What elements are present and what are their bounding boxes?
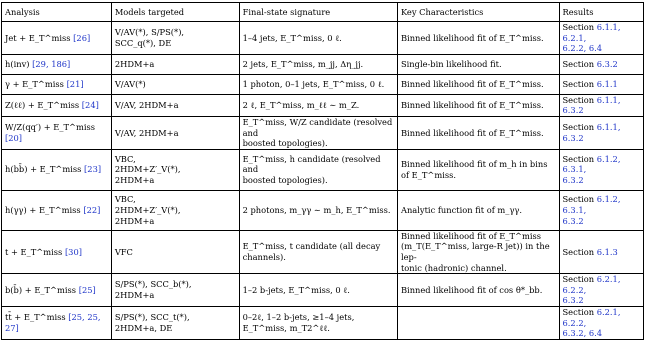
- characteristics-line: Binned likelihood fit of E_T^miss.: [400, 32, 544, 43]
- model-line: 2HDM+a: [114, 58, 155, 69]
- model-line: VFC: [114, 246, 133, 257]
- section-link[interactable]: 6.1.1,: [596, 22, 621, 32]
- section-link[interactable]: 6.3.2: [562, 215, 584, 226]
- models-cell: [111, 306, 239, 339]
- signature-cell: [239, 54, 397, 74]
- header-analysis: Analysis: [2, 3, 112, 22]
- section-link[interactable]: 6.2.1,: [596, 306, 621, 317]
- characteristics-cell: [397, 190, 559, 230]
- signature-line: boosted topologies).: [242, 175, 328, 186]
- characteristics-cell: [397, 149, 559, 190]
- results-prefix: Section: [562, 153, 595, 164]
- signature-cell: [239, 230, 397, 273]
- section-link[interactable]: 6.2.2,: [562, 284, 587, 295]
- analysis-cell: [2, 74, 112, 94]
- analysis-name: γ + E_T^miss: [5, 78, 64, 89]
- results-cell: [559, 230, 644, 273]
- reference-link[interactable]: [20]: [5, 132, 23, 143]
- table-row: [2, 94, 644, 116]
- characteristics-line: Analytic function fit of m_γγ.: [400, 204, 522, 215]
- model-line: V/AV, 2HDM+a: [114, 127, 179, 138]
- reference-link[interactable]: [22]: [83, 204, 101, 215]
- header-characteristics: Key Characteristics: [397, 3, 559, 22]
- analysis-name: Jet + E_T^miss: [5, 32, 71, 43]
- characteristics-line: Binned likelihood fit of E_T^miss.: [400, 100, 544, 111]
- model-line: VBC,: [114, 153, 136, 164]
- characteristics-line: of E_T^miss.: [400, 169, 457, 180]
- model-line: VBC,: [114, 194, 136, 205]
- models-cell: [111, 94, 239, 116]
- models-cell: [111, 116, 239, 149]
- section-link[interactable]: 6.2.1,: [562, 32, 587, 43]
- characteristics-cell: [397, 94, 559, 116]
- header-signature: Final-state signature: [239, 3, 397, 22]
- section-link[interactable]: 6.3.1,: [562, 164, 587, 175]
- model-line: V/AV(*), S/PS(*),: [114, 27, 185, 38]
- section-link[interactable]: 6.3.2: [562, 295, 584, 306]
- analysis-name: b(b̄) + E_T^miss: [5, 284, 77, 295]
- model-line: S/PS(*), SCC_b(*),: [114, 279, 192, 290]
- results-cell: [559, 74, 644, 94]
- results-prefix: Section: [562, 78, 595, 89]
- model-line: V/AV(*): [114, 78, 146, 89]
- table-row: [2, 149, 644, 190]
- signature-line: E_T^miss, W/Z candidate (resolved and: [242, 116, 393, 138]
- results-cell: [559, 190, 644, 230]
- signature-cell: [239, 22, 397, 55]
- model-line: 2HDM+Z′_V(*),: [114, 204, 181, 215]
- models-cell: [111, 190, 239, 230]
- analysis-cell: [2, 274, 112, 307]
- results-prefix: Section: [562, 246, 595, 257]
- results-cell: [559, 149, 644, 190]
- reference-link[interactable]: [21]: [66, 78, 84, 89]
- results-prefix: Section: [562, 194, 595, 205]
- analysis-cell: [2, 116, 112, 149]
- signature-cell: [239, 274, 397, 307]
- characteristics-cell: [397, 230, 559, 273]
- summary-table: [1, 2, 644, 340]
- model-line: 2HDM+Z′_V(*),: [114, 164, 181, 175]
- models-cell: [111, 74, 239, 94]
- reference-link[interactable]: [24]: [81, 100, 99, 111]
- characteristics-line: Binned likelihood fit of m_h in bins: [400, 159, 548, 170]
- reference-link[interactable]: [29, 186]: [32, 58, 71, 69]
- signature-cell: [239, 190, 397, 230]
- signature-line: E_T^miss, t candidate (all decay channels).: [242, 241, 381, 262]
- characteristics-cell: [397, 74, 559, 94]
- characteristics-line: Binned likelihood fit of E_T^miss.: [400, 78, 544, 89]
- table-row: [2, 190, 644, 230]
- models-cell: [111, 230, 239, 273]
- characteristics-line: Binned likelihood fit of cos θ*_bb.: [400, 284, 543, 295]
- analysis-name: h(γγ) + E_T^miss: [5, 204, 81, 215]
- signature-line: 2 ℓ, E_T^miss, m_ℓℓ ∼ m_Z.: [242, 100, 360, 111]
- table-row: [2, 54, 644, 74]
- section-link[interactable]: 6.2.1,: [596, 274, 621, 285]
- section-link[interactable]: 6.1.1, 6.3.2: [562, 122, 621, 143]
- characteristics-line: Binned likelihood fit of E_T^miss.: [400, 127, 544, 138]
- results-cell: [559, 22, 644, 55]
- results-prefix: Section: [562, 22, 595, 32]
- analysis-cell: [2, 190, 112, 230]
- analysis-cell: [2, 22, 112, 55]
- models-cell: [111, 54, 239, 74]
- table-body: [2, 22, 644, 340]
- section-link[interactable]: 6.3.1,: [562, 204, 587, 215]
- signature-line: 2 photons, m_γγ ∼ m_h, E_T^miss.: [242, 204, 391, 215]
- results-prefix: Section: [562, 122, 595, 133]
- section-link[interactable]: 6.3.2: [596, 58, 618, 69]
- analysis-name: W/Z(qq′) + E_T^miss: [5, 122, 96, 133]
- section-link[interactable]: 6.1.1: [596, 78, 618, 89]
- signature-line: 1–2 b-jets, E_T^miss, 0 ℓ.: [242, 284, 350, 295]
- analysis-cell: [2, 94, 112, 116]
- model-line: 2HDM+a: [114, 175, 155, 186]
- characteristics-line: tonic (hadronic) channel.: [400, 262, 507, 273]
- table-row: [2, 274, 644, 307]
- models-cell: [111, 274, 239, 307]
- signature-cell: [239, 116, 397, 149]
- table-row: [2, 74, 644, 94]
- analysis-cell: [2, 306, 112, 339]
- analysis-name: tt̄ + E_T^miss: [5, 312, 66, 323]
- section-link[interactable]: 6.1.2,: [596, 194, 621, 205]
- model-line: 2HDM+a: [114, 290, 155, 301]
- header-results: Results: [559, 3, 644, 22]
- section-link[interactable]: 6.1.3: [596, 246, 618, 257]
- table-row: [2, 22, 644, 55]
- results-cell: [559, 54, 644, 74]
- characteristics-cell: [397, 274, 559, 307]
- reference-link[interactable]: [26]: [73, 32, 91, 43]
- signature-line: 0–2ℓ, 1–2 b-jets, ≥1–4 jets, E_T^miss, m_T2^ℓℓ.: [242, 312, 355, 333]
- results-prefix: Section: [562, 306, 595, 317]
- section-link[interactable]: 6.2.2, 6.4: [562, 43, 603, 54]
- results-cell: [559, 274, 644, 307]
- model-line: 2HDM+a: [114, 215, 155, 226]
- characteristics-cell: [397, 116, 559, 149]
- model-line: SCC_q(*), DE: [114, 37, 172, 48]
- signature-line: 1 photon, 0–1 jets, E_T^miss, 0 ℓ.: [242, 78, 385, 89]
- results-cell: [559, 116, 644, 149]
- models-cell: [111, 149, 239, 190]
- analysis-name: h(inv): [5, 58, 30, 69]
- characteristics-line: Binned likelihood fit of E_T^miss: [400, 230, 542, 241]
- signature-line: E_T^miss, h candidate (resolved and: [242, 153, 381, 175]
- analysis-cell: [2, 54, 112, 74]
- reference-link[interactable]: [30]: [64, 246, 82, 257]
- signature-cell: [239, 306, 397, 339]
- characteristics-cell: [397, 22, 559, 55]
- analysis-cell: [2, 149, 112, 190]
- reference-link[interactable]: [25, 25, 27]: [5, 312, 101, 333]
- results-cell: [559, 306, 644, 339]
- table-row: [2, 306, 644, 339]
- results-prefix: Section: [562, 274, 595, 285]
- section-link[interactable]: 6.1.1, 6.3.2: [562, 94, 621, 116]
- results-cell: [559, 94, 644, 116]
- header-models: Models targeted: [111, 3, 239, 22]
- analysis-cell: [2, 230, 112, 273]
- results-prefix: Section: [562, 94, 595, 105]
- analysis-name: h(bb̄) + E_T^miss: [5, 164, 82, 175]
- reference-link[interactable]: [23]: [84, 164, 102, 175]
- models-cell: [111, 22, 239, 55]
- section-link[interactable]: 6.3.2: [562, 175, 584, 186]
- signature-cell: [239, 94, 397, 116]
- characteristics-line: Single-bin likelihood fit.: [400, 58, 502, 69]
- section-link[interactable]: 6.3.2, 6.4: [562, 328, 603, 339]
- characteristics-line: (m_T(E_T^miss, large-R jet)) in the lep-: [400, 241, 550, 262]
- signature-cell: [239, 149, 397, 190]
- section-link[interactable]: 6.2.2,: [562, 317, 587, 328]
- signature-line: 2 jets, E_T^miss, m_jj, Δη_jj.: [242, 58, 364, 69]
- model-line: 2HDM+a, DE: [114, 322, 173, 333]
- characteristics-cell: [397, 306, 559, 339]
- characteristics-cell: [397, 54, 559, 74]
- section-link[interactable]: 6.1.2,: [596, 153, 621, 164]
- analysis-name: Z(ℓℓ) + E_T^miss: [5, 100, 80, 111]
- table-row: [2, 230, 644, 273]
- model-line: S/PS(*), SCC_t(*),: [114, 312, 190, 323]
- analysis-name: t + E_T^miss: [5, 246, 63, 257]
- signature-line: boosted topologies).: [242, 138, 328, 149]
- table-row: [2, 116, 644, 149]
- signature-line: 1–4 jets, E_T^miss, 0 ℓ.: [242, 32, 342, 43]
- model-line: V/AV, 2HDM+a: [114, 100, 179, 111]
- signature-cell: [239, 74, 397, 94]
- header-row: [2, 3, 644, 22]
- reference-link[interactable]: [25]: [78, 284, 96, 295]
- results-prefix: Section: [562, 58, 595, 69]
